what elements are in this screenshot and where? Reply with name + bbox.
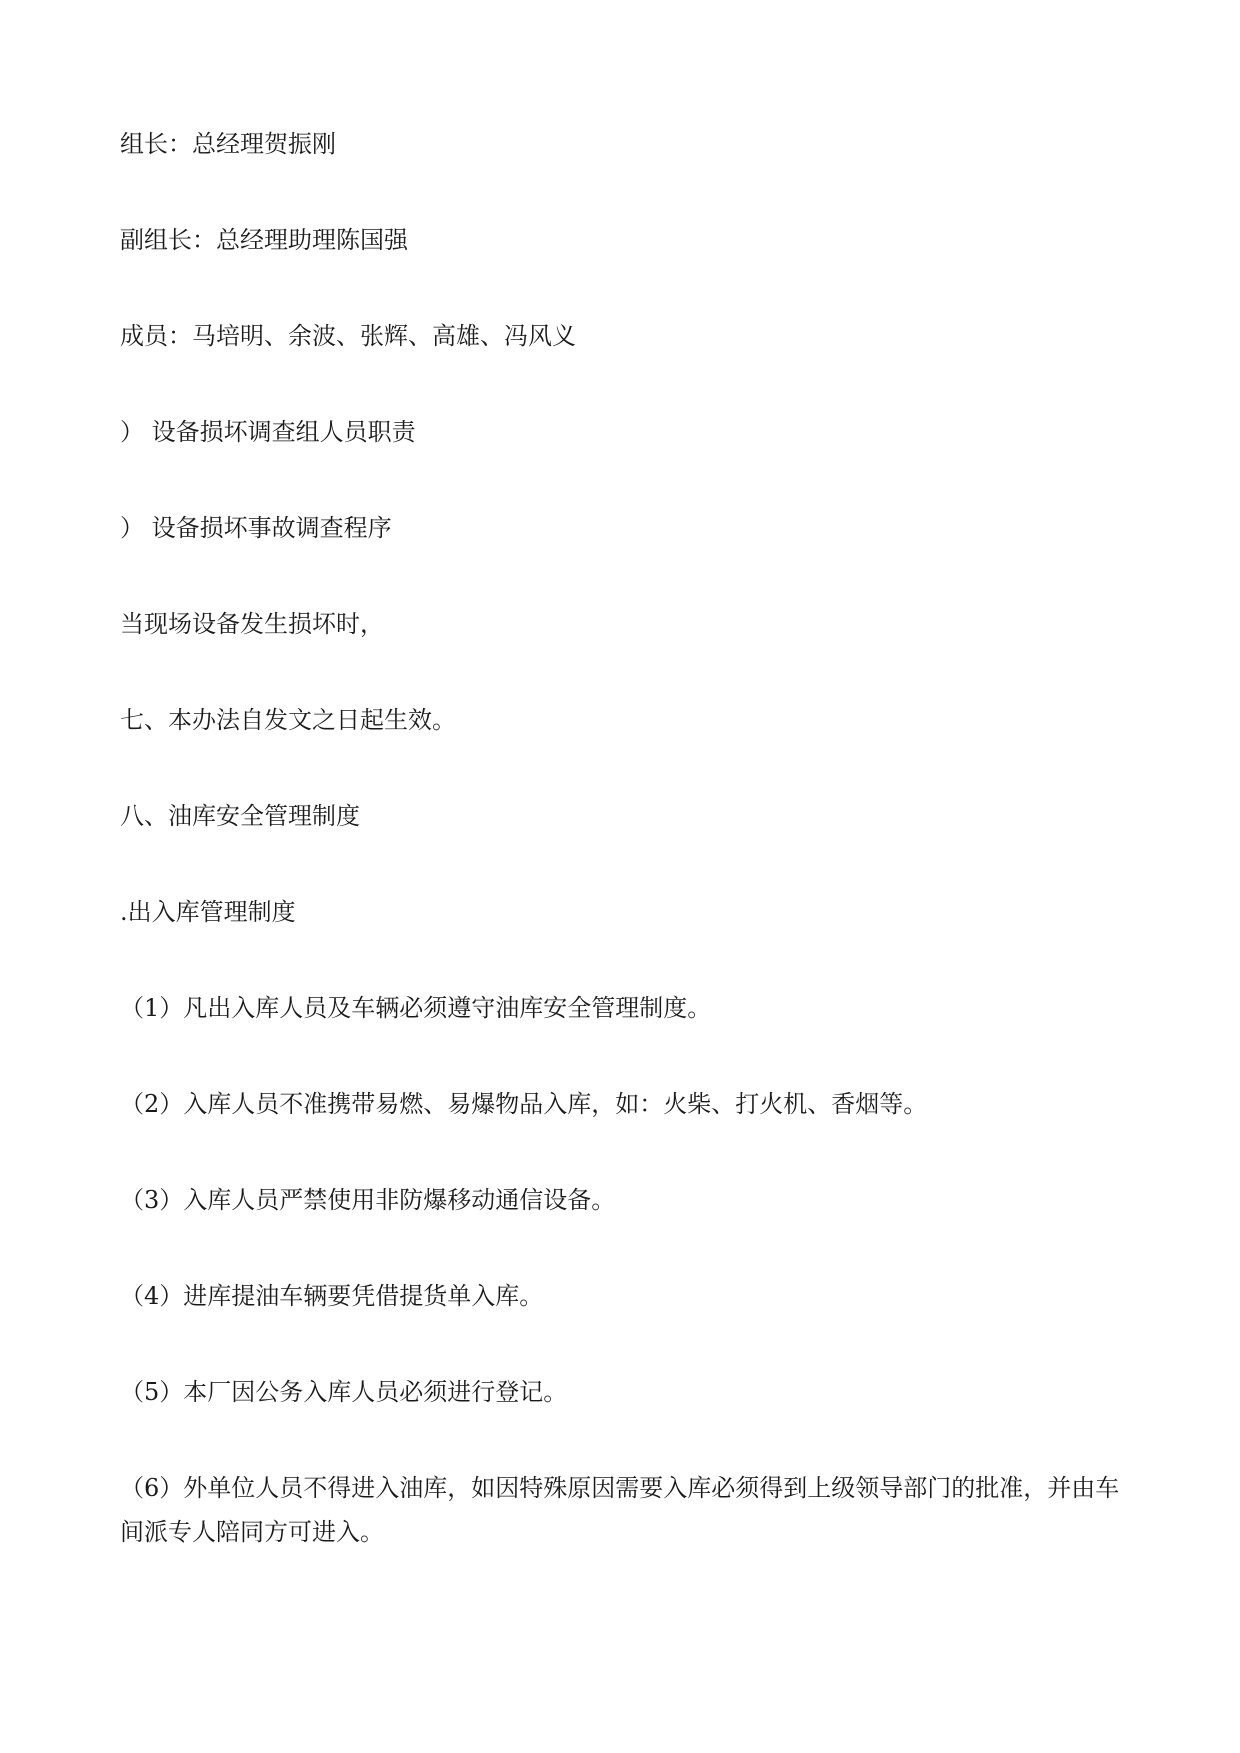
damage-occurs-line: 当现场设备发生损坏时， xyxy=(120,610,384,638)
rule-2: （2）入库人员不准携带易燃、易爆物品入库，如：火柴、打火机、香烟等。 xyxy=(120,1090,928,1118)
rule-6: （6）外单位人员不得进入油库，如因特殊原因需要入库必须得到上级领导部门的批准，并由车间派专人陪同方可进入。 xyxy=(120,1474,1120,1546)
rule-1: （1）凡出入库人员及车辆必须遵守油库安全管理制度。 xyxy=(120,994,712,1022)
procedure-heading: ） 设备损坏事故调查程序 xyxy=(120,514,392,542)
effective-date-line: 七、本办法自发文之日起生效。 xyxy=(120,706,456,734)
rule-3: （3）入库人员严禁使用非防爆移动通信设备。 xyxy=(120,1186,616,1214)
rule-5: （5）本厂因公务入库人员必须进行登记。 xyxy=(120,1378,568,1406)
deputy-leader-line: 副组长：总经理助理陈国强 xyxy=(120,226,408,254)
rule-4: （4）进库提油车辆要凭借提货单入库。 xyxy=(120,1282,544,1310)
section-eight-heading: 八、油库安全管理制度 xyxy=(120,802,360,830)
duties-heading: ） 设备损坏调查组人员职责 xyxy=(120,418,416,446)
members-line: 成员：马培明、余波、张辉、高雄、冯风义 xyxy=(120,322,576,350)
team-leader-line: 组长：总经理贺振刚 xyxy=(120,130,336,158)
entry-exit-title: .出入库管理制度 xyxy=(120,898,296,926)
